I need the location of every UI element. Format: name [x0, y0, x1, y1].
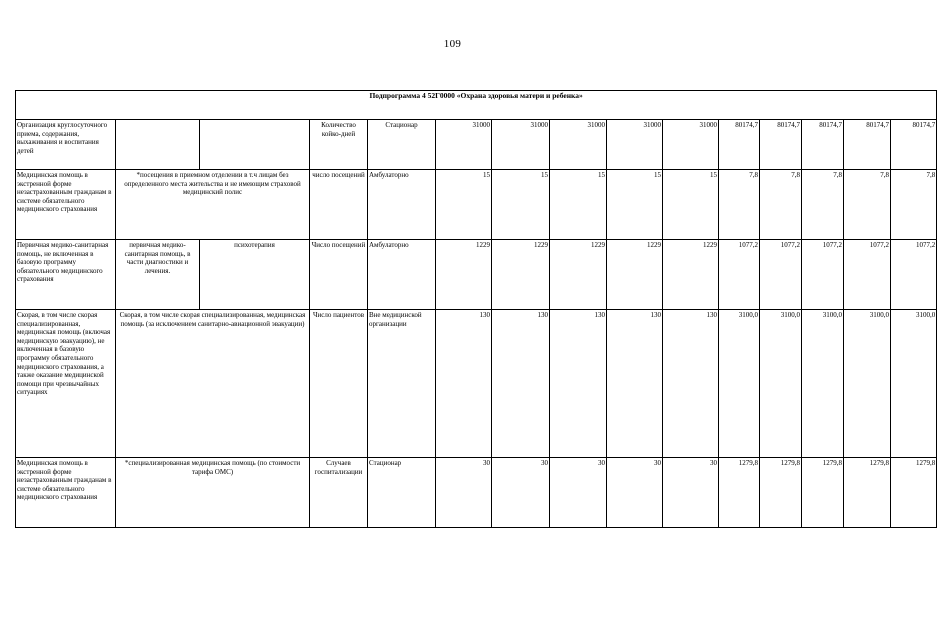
table-title-row: [16, 91, 937, 120]
value-cell: 30: [607, 458, 663, 528]
value-cell: 130: [492, 310, 550, 458]
value-cell: 7,8: [891, 170, 937, 240]
value-cell: 1077,2: [719, 240, 760, 310]
unit-cell: Количество койко-дней: [310, 120, 368, 170]
table-row: [16, 170, 937, 240]
value-cell: 7,8: [760, 170, 802, 240]
value-cell: 31000: [663, 120, 719, 170]
table-row: [16, 120, 937, 170]
unit-cell: Число посещений: [310, 240, 368, 310]
unit-cell: Случаев госпитализации: [310, 458, 368, 528]
value-cell: 1279,8: [802, 458, 844, 528]
value-cell: 80174,7: [719, 120, 760, 170]
subprogram-table: [15, 90, 937, 528]
value-cell: 1229: [550, 240, 607, 310]
value-cell: 7,8: [844, 170, 891, 240]
value-cell: 31000: [550, 120, 607, 170]
value-cell: 80174,7: [844, 120, 891, 170]
table-row: [16, 458, 937, 528]
value-cell: 3100,0: [802, 310, 844, 458]
value-cell: 80174,7: [760, 120, 802, 170]
service-type-cell: *специализированная медицинская помощь (по стоимости тарифа ОМС): [116, 458, 310, 528]
condition-cell: Вне медицинской организации: [368, 310, 436, 458]
service-name-cell: Медицинская помощь в экстренной форме незастрахованным гражданам в системе обязательного медицинского страхования: [16, 458, 116, 528]
service-name-cell: Скорая, в том числе скорая специализированная, медицинская помощь (включая медицинскую эвакуацию), не включенная в базовую программу обязательного медицинского страхования, а также оказание медицинской помощи при чрезвычайных ситуациях: [16, 310, 116, 458]
value-cell: 31000: [436, 120, 492, 170]
value-cell: 1229: [436, 240, 492, 310]
value-cell: 15: [607, 170, 663, 240]
value-cell: 30: [663, 458, 719, 528]
unit-cell: Число пациентов: [310, 310, 368, 458]
value-cell: 3100,0: [891, 310, 937, 458]
table-title: Подпрограмма 4 52Г0000 «Охрана здоровья матери и ребенка»: [16, 91, 937, 120]
value-cell: 80174,7: [891, 120, 937, 170]
value-cell: 3100,0: [760, 310, 802, 458]
service-detail-cell: психотерапия: [200, 240, 310, 310]
value-cell: 30: [550, 458, 607, 528]
value-cell: 80174,7: [802, 120, 844, 170]
service-name-cell: Организация круглосуточного приема, содержания, выхаживания и воспитания детей: [16, 120, 116, 170]
service-type-cell: *посещения в приемном отделении в т.ч лицам без определенного места жительства и не имеющим страховой медицинский полис: [116, 170, 310, 240]
value-cell: 15: [492, 170, 550, 240]
value-cell: 1077,2: [844, 240, 891, 310]
service-type-cell: [116, 120, 200, 170]
value-cell: 1279,8: [760, 458, 802, 528]
service-name-cell: Первичная медико-санитарная помощь, не включенная в базовую программу обязательного медицинского страхования: [16, 240, 116, 310]
service-type-cell: первичная медико-санитарная помощь, в части диагностики и лечения.: [116, 240, 200, 310]
value-cell: 15: [550, 170, 607, 240]
value-cell: 130: [436, 310, 492, 458]
value-cell: 30: [492, 458, 550, 528]
value-cell: 15: [436, 170, 492, 240]
value-cell: 1279,8: [891, 458, 937, 528]
value-cell: 3100,0: [844, 310, 891, 458]
value-cell: 7,8: [719, 170, 760, 240]
condition-cell: Амбулаторно: [368, 170, 436, 240]
service-detail-cell: [200, 120, 310, 170]
service-type-cell: Скорая, в том числе скорая специализированная, медицинская помощь (за исключением санитарно-авиационной эвакуации): [116, 310, 310, 458]
page-number: 109: [443, 38, 462, 50]
value-cell: 1229: [492, 240, 550, 310]
value-cell: 7,8: [802, 170, 844, 240]
condition-cell: Стационар: [368, 458, 436, 528]
table-row: [16, 310, 937, 458]
value-cell: 1077,2: [760, 240, 802, 310]
value-cell: 31000: [492, 120, 550, 170]
value-cell: 1279,8: [719, 458, 760, 528]
value-cell: 3100,0: [719, 310, 760, 458]
condition-cell: Стационар: [368, 120, 436, 170]
value-cell: 30: [436, 458, 492, 528]
value-cell: 1077,2: [802, 240, 844, 310]
value-cell: 130: [663, 310, 719, 458]
value-cell: 1279,8: [844, 458, 891, 528]
value-cell: 15: [663, 170, 719, 240]
value-cell: 130: [550, 310, 607, 458]
value-cell: 1229: [607, 240, 663, 310]
condition-cell: Амбулаторно: [368, 240, 436, 310]
value-cell: 130: [607, 310, 663, 458]
unit-cell: число посещений: [310, 170, 368, 240]
service-name-cell: Медицинская помощь в экстренной форме незастрахованным гражданам в системе обязательного медицинского страхования: [16, 170, 116, 240]
value-cell: 1077,2: [891, 240, 937, 310]
value-cell: 31000: [607, 120, 663, 170]
value-cell: 1229: [663, 240, 719, 310]
table-row: [16, 240, 937, 310]
